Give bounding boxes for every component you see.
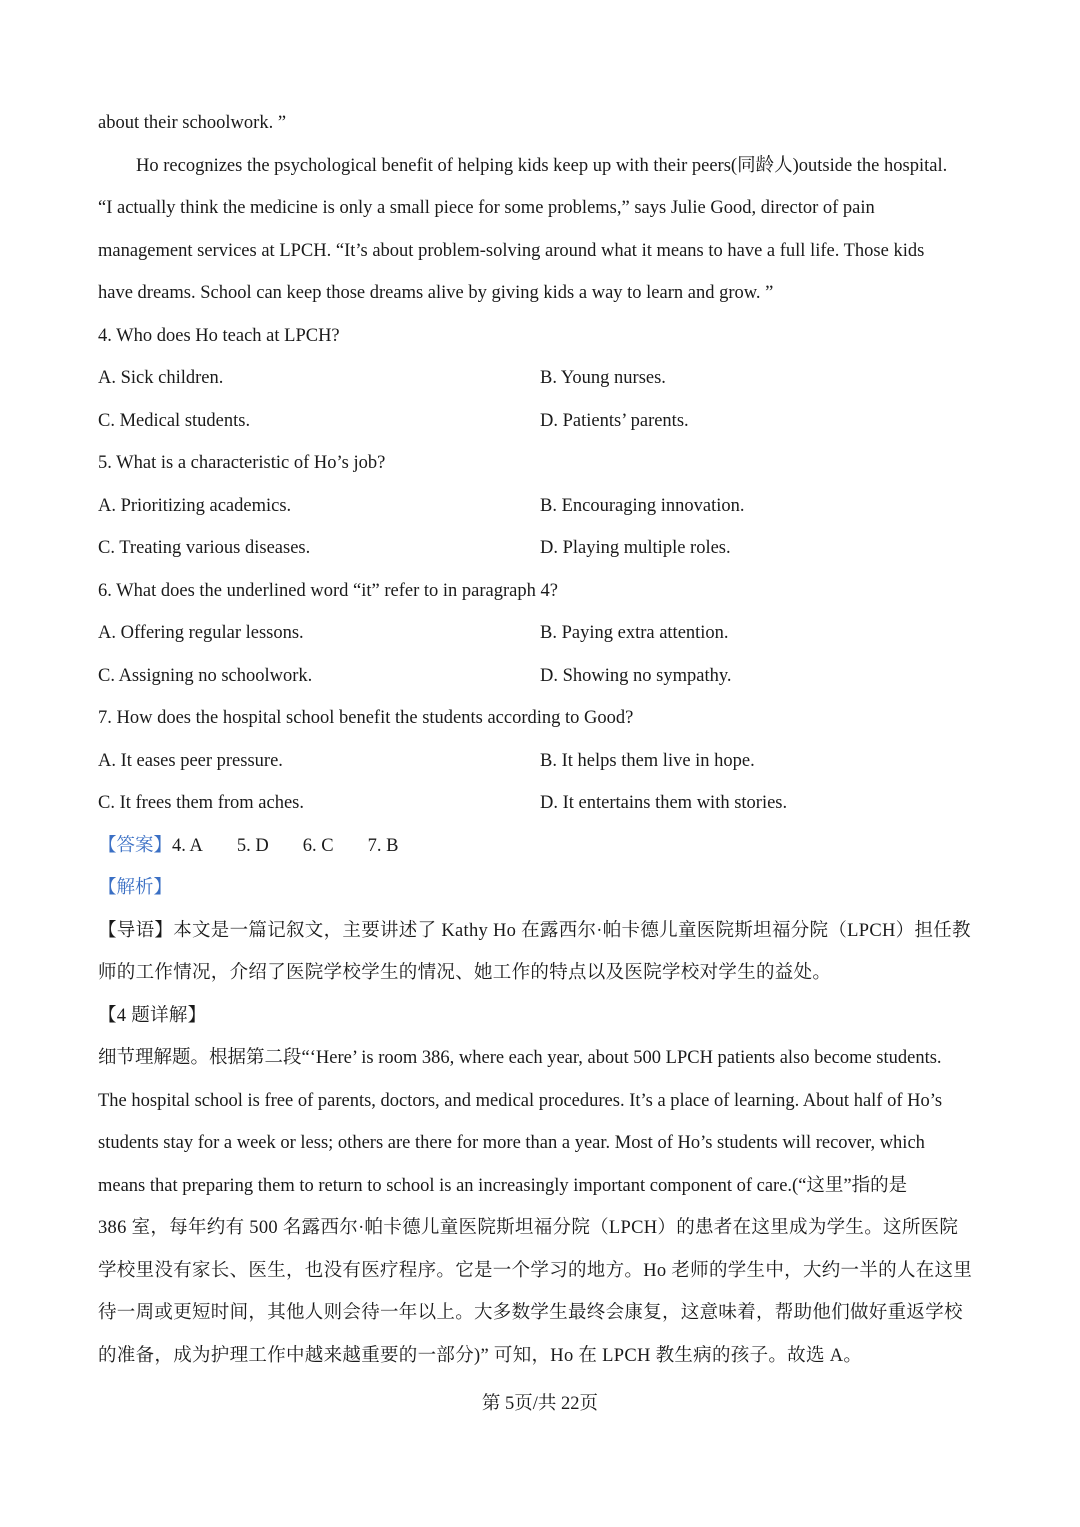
option-row: [98, 527, 986, 570]
page-footer: 第 5页/共 22页: [481, 1394, 599, 1414]
option-b: B. It helps them live in hope.: [540, 750, 755, 771]
option-a: A. Offering regular lessons.: [98, 623, 304, 643]
option-d: D. It entertains them with stories.: [540, 793, 788, 813]
detail-line: 386 室，每年约有 500 名露西尔·帕卡德儿童医院斯坦福分院（LPCH）的患者在这里成为学生。这所医院: [98, 1218, 959, 1238]
option-c: C. Assigning no schoolwork.: [98, 665, 313, 686]
answer-item: 5. D: [236, 835, 269, 856]
detail-line: students stay for a week or less; others are there for more than a year. Most of Ho’s students will recover, which: [98, 1133, 925, 1153]
option-d: D. Patients’ parents.: [540, 410, 689, 431]
option-row: [98, 485, 986, 528]
option-b: B. Encouraging innovation.: [540, 495, 745, 516]
option-row: [98, 400, 986, 443]
passage-line: “I actually think the medicine is only a small piece for some problems,” says Julie Good, director of pain: [98, 198, 875, 218]
option-a: A. Prioritizing academics.: [98, 495, 292, 516]
option-d: D. Showing no sympathy.: [540, 665, 732, 686]
detail-title: 【4 题详解】: [98, 1005, 207, 1026]
intro-line: 【导语】本文是一篇记叙文，主要讲述了 Kathy Ho 在露西尔·帕卡德儿童医院斯坦福分院（LPCH）担任教: [98, 920, 971, 941]
answer-item: 7. B: [367, 835, 399, 856]
page-content: [98, 102, 986, 1377]
option-a: A. Sick children.: [98, 368, 224, 388]
answer-tag: 【答案】: [98, 835, 173, 856]
option-row: [98, 612, 986, 655]
detail-line: 待一周或更短时间，其他人则会待一年以上。大多数学生最终会康复，这意味着，帮助他们做好重返学校: [98, 1303, 963, 1323]
question-stem: 5. What is a characteristic of Ho’s job?: [98, 453, 386, 473]
option-row: [98, 357, 986, 400]
detail-line: 的准备，成为护理工作中越来越重要的一部分)” 可知，Ho 在 LPCH 教生病的孩子。故选 A。: [98, 1345, 863, 1366]
detail-line: 细节理解题。根据第二段“‘Here’ is room 386, where each year, about 500 LPCH patients also become students.: [98, 1048, 942, 1068]
option-c: C. Medical students.: [98, 410, 251, 431]
answer-item: 6. C: [302, 835, 334, 856]
passage-line: about their schoolwork. ”: [98, 113, 287, 133]
passage-line: management services at LPCH. “It’s about problem-solving around what it means to have a full life. Those kids: [98, 240, 925, 261]
option-c: C. Treating various diseases.: [98, 538, 311, 558]
passage-line: have dreams. School can keep those dreams alive by giving kids a way to learn and grow. ”: [98, 283, 774, 303]
intro-line: 师的工作情况，介绍了医院学校学生的情况、她工作的特点以及医院学校对学生的益处。: [98, 963, 832, 983]
option-row: [98, 740, 986, 783]
option-d: D. Playing multiple roles.: [540, 538, 731, 558]
option-c: C. It frees them from aches.: [98, 793, 304, 813]
answer-line: [98, 825, 986, 868]
question-stem: 4. Who does Ho teach at LPCH?: [98, 325, 340, 346]
option-b: B. Paying extra attention.: [540, 623, 729, 643]
option-row: [98, 655, 986, 698]
question-stem: 6. What does the underlined word “it” refer to in paragraph 4?: [98, 580, 558, 601]
detail-line: means that preparing them to return to school is an increasingly important component of care.(“这里”指的是: [98, 1175, 908, 1196]
passage-line: Ho recognizes the psychological benefit of helping kids keep up with their peers(同龄人)outside the hospital.: [136, 155, 948, 176]
question-stem: 7. How does the hospital school benefit the students according to Good?: [98, 708, 634, 728]
option-row: [98, 782, 986, 825]
detail-line: 学校里没有家长、医生，也没有医疗程序。它是一个学习的地方。Ho 老师的学生中，大约一半的人在这里: [98, 1260, 973, 1281]
detail-line: The hospital school is free of parents, doctors, and medical procedures. It’s a place of learning. About half of Ho’s: [98, 1090, 943, 1111]
option-b: B. Young nurses.: [540, 368, 666, 388]
option-a: A. It eases peer pressure.: [98, 750, 283, 771]
analysis-tag: 【解析】: [98, 878, 173, 898]
answer-item: 4. A: [172, 835, 203, 856]
